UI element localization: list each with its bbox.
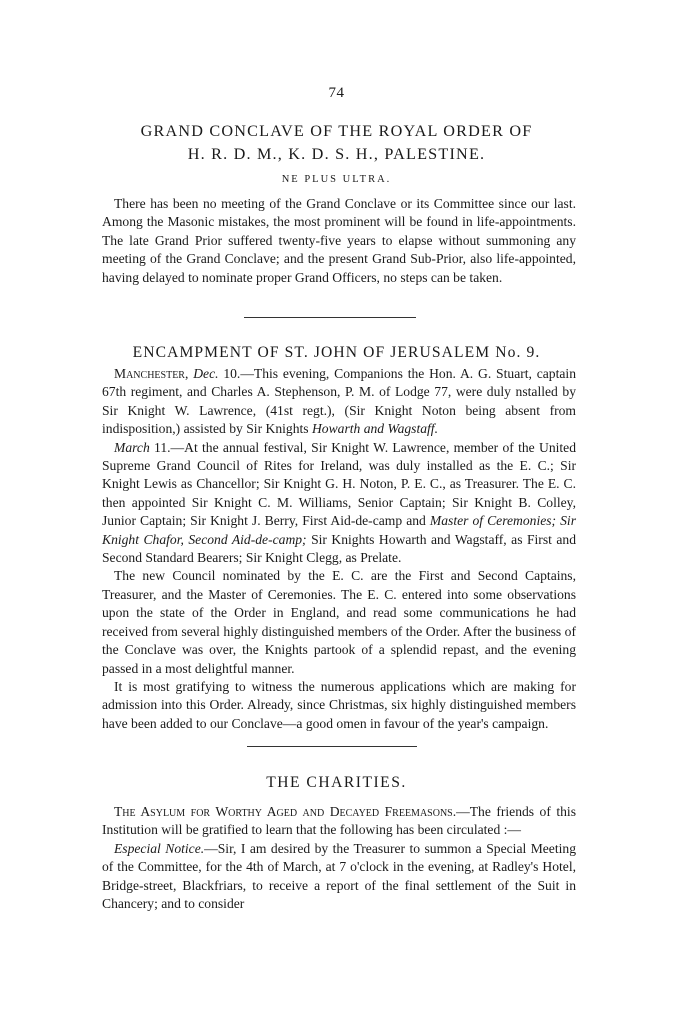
section-divider-2: [247, 746, 417, 747]
section-title-line-2: H. R. D. M., K. D. S. H., PALESTINE.: [187, 145, 486, 163]
charities-paragraph-2: [102, 840, 576, 914]
encampment-paragraph-2: [102, 439, 576, 568]
asylum-name: The Asylum for Worthy Aged and Decayed Freemasons.: [114, 804, 457, 819]
encampment-paragraph-1: [102, 365, 576, 439]
paragraph-text-end: Sir Knights Howarth and Wagstaff, as First and Second Standard Bearers; Sir Knight Clegg, as Prelate.: [102, 531, 576, 566]
place-name: Manchester,: [114, 366, 189, 381]
encampment-heading: ENCAMPMENT OF ST. JOHN OF JERUSALEM No. 9.: [132, 344, 541, 361]
section-divider-1: [244, 317, 416, 318]
dateline-month: March: [114, 439, 150, 455]
section-title-line-1: GRAND CONCLAVE OF THE ROYAL ORDER OF: [140, 122, 533, 140]
charities-paragraph-1: [102, 803, 576, 840]
charities-heading: THE CHARITIES.: [266, 774, 407, 791]
paragraph-text: —The friends of this Institution will be gratified to learn that the following has been circulated :—: [102, 804, 576, 838]
section-subtitle: NE PLUS ULTRA.: [281, 174, 392, 185]
paragraph-text: —Sir, I am desired by the Treasurer to summon a Special Meeting of the Committee, for the 4th of March, at 7 o'clock in the evening, at Radley's Hotel, Bridge-street, Blackfriars, to receive a report of the final settlement of the Suit in Chancery; and to consider: [102, 840, 576, 912]
grand-conclave-paragraph: There has been no meeting of the Grand Conclave or its Committee since our last. Among the Masonic mistakes, the most prominent will be found in life-appointments. The late Grand Prior suffered twenty-five years to elapse without summoning any meeting of the Grand Conclave; and the present Grand Sub-Prior, also life-appointed, having delayed to nominate proper Grand Officers, no steps can be taken.: [102, 196, 576, 285]
encampment-paragraph-4: It is most gratifying to witness the numerous applications which are making for admission into this Order. Already, since Christmas, six highly distinguished members have been added to our Conclave—a good omen in favour of the year's campaign.: [102, 678, 576, 731]
paragraph-text: 11.—At the annual festival, Sir Knight W. Lawrence, member of the United Supreme Grand Council of Rites for Ireland, was duly installed as the E. C.; Sir Knight Lewis as Chancellor; Sir Knight G. H. Noton, P. E. C., as Treasurer. The E. C. then appointed Sir Knight C. M. Williams, Senior Captain; Sir Knight B. Colley, Junior Captain; Sir Knight J. Berry, First Aid-de-camp and: [102, 439, 576, 529]
paragraph-text: 10.—This evening, Companions the Hon. A. G. Stuart, captain 67th regiment, and Charles A. Stephenson, P. M. of Lodge 77, were duly nstalled by Sir Knight W. Lawrence, (41st regt.), (Sir Knight Noton being absent from indisposition,) assisted by Sir Knights: [102, 366, 576, 437]
encampment-text: [102, 365, 576, 733]
encampment-paragraph-3: The new Council nominated by the E. C. are the First and Second Captains, Treasurer, and the Master of Ceremonies. The E. C. entered into some observations upon the state of the Order in England, and read some communications he had received from several highly distinguished members of the Order. After the business of the Conclave was over, the Knights partook of a splendid repast, and the evening passed in a most delightful manner.: [102, 568, 576, 676]
page-number: 74: [328, 85, 345, 101]
grand-conclave-text: [102, 195, 576, 287]
paragraph-italic-mid: Master of Ceremonies; Sir Knight Chafor, Second Aid-de-camp;: [102, 513, 576, 547]
notice-label: Especial Notice.: [114, 840, 205, 856]
paragraph-italic-end: Howarth and Wagstaff.: [311, 421, 438, 437]
dateline-month: Dec.: [193, 366, 219, 381]
charities-text: [102, 803, 576, 913]
